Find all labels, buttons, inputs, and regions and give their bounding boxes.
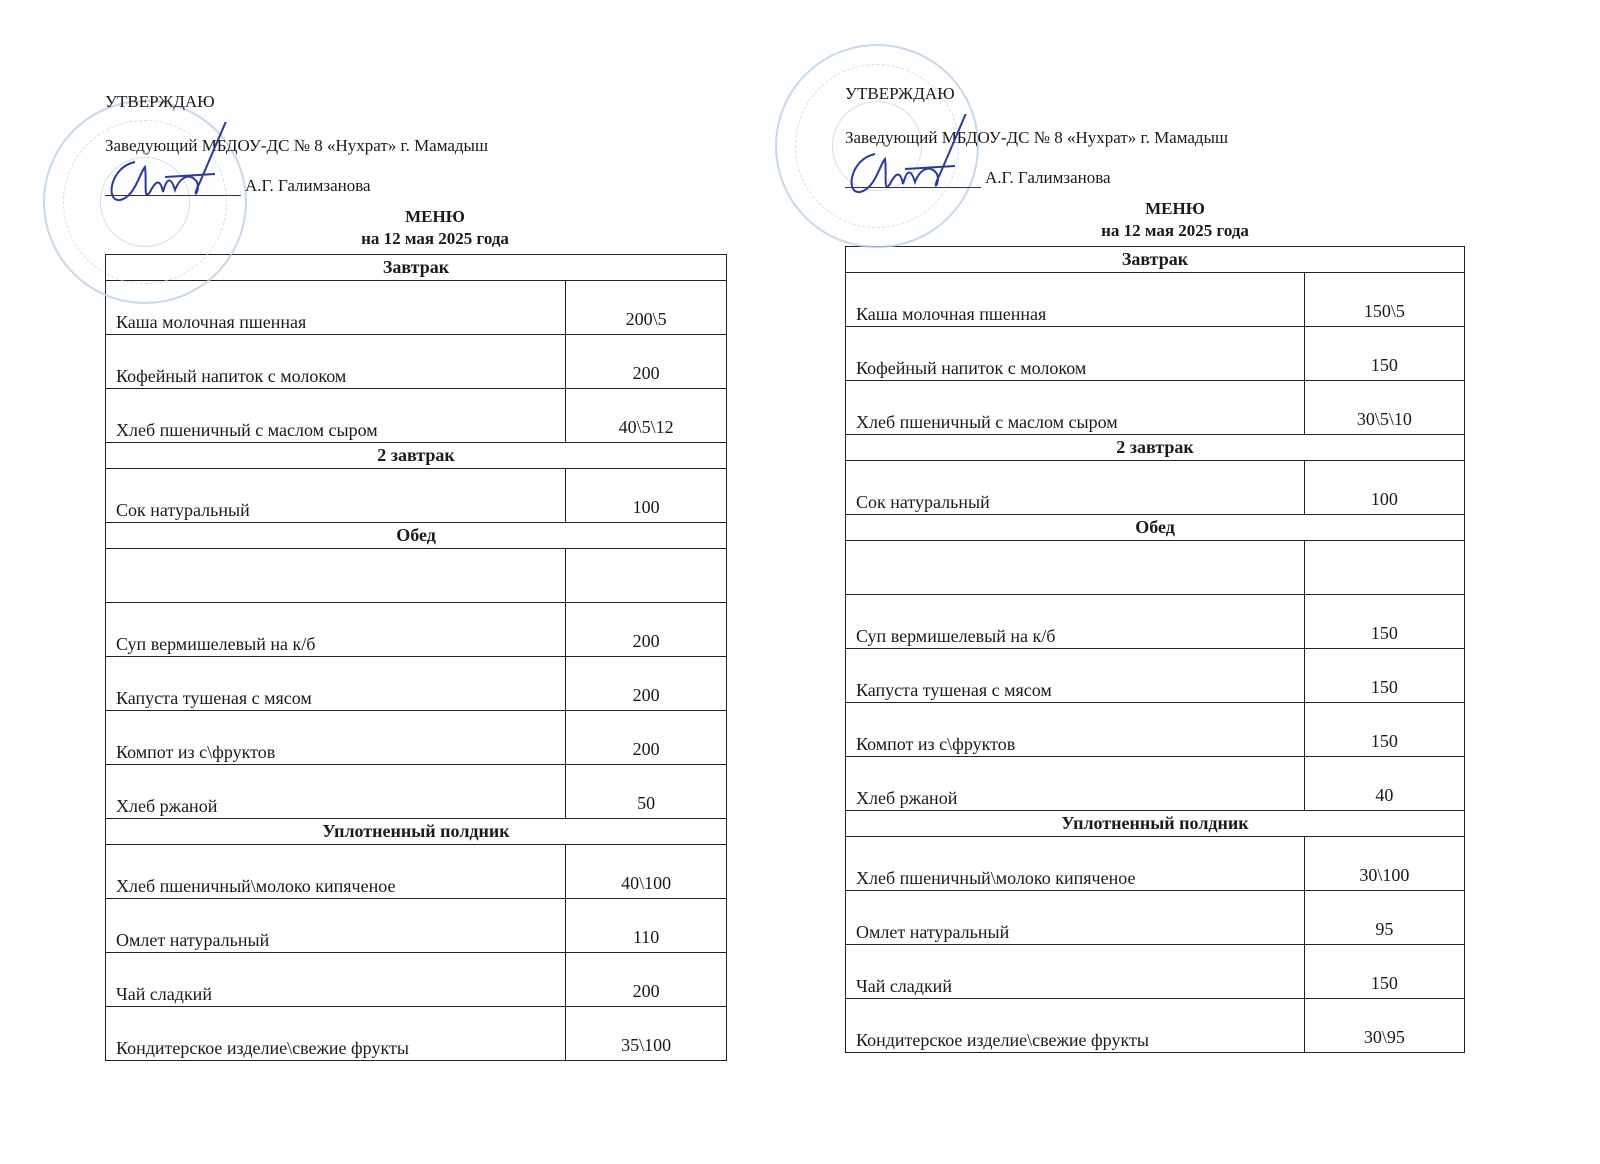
- dish-name: Омлет натуральный: [106, 899, 566, 953]
- menu-item-row: [106, 603, 727, 657]
- portion-size: 35\100: [566, 1007, 727, 1061]
- menu-item-row: [846, 757, 1465, 811]
- section-title: Уплотненный полдник: [846, 811, 1465, 837]
- dish-name: Чай сладкий: [846, 945, 1305, 999]
- portion-size: 200: [566, 953, 727, 1007]
- portion-size: 150: [1304, 649, 1464, 703]
- dish-name: Каша молочная пшенная: [106, 281, 566, 335]
- portion-size: 110: [566, 899, 727, 953]
- menu-item-row: [106, 389, 727, 443]
- menu-item-row: [106, 845, 727, 899]
- signature: [105, 122, 235, 217]
- dish-name: Компот из с\фруктов: [106, 711, 566, 765]
- menu-title: МЕНЮ: [405, 207, 465, 226]
- menu-document-left: [105, 92, 745, 1061]
- menu-item-row: [106, 657, 727, 711]
- portion-size: [566, 549, 727, 603]
- menu-date: на 12 мая 2025 года: [361, 229, 509, 248]
- menu-item-row: [846, 999, 1465, 1053]
- dish-name: Каша молочная пшенная: [846, 273, 1305, 327]
- portion-size: 30\5\10: [1304, 381, 1464, 435]
- menu-item-row: [106, 469, 727, 523]
- dish-name: Хлеб пшеничный с маслом сыром: [106, 389, 566, 443]
- dish-name: Чай сладкий: [106, 953, 566, 1007]
- menu-item-row: [106, 899, 727, 953]
- section-title: 2 завтрак: [846, 435, 1465, 461]
- signer-name: А.Г. Галимзанова: [985, 168, 1111, 187]
- portion-size: 100: [566, 469, 727, 523]
- dish-name: Хлеб пшеничный\молоко кипяченое: [106, 845, 566, 899]
- dish-name: Сок натуральный: [106, 469, 566, 523]
- section-header-row: [106, 819, 727, 845]
- menu-item-row: [846, 273, 1465, 327]
- portion-size: 150\5: [1304, 273, 1464, 327]
- menu-title: МЕНЮ: [1145, 199, 1205, 218]
- menu-item-row: [846, 327, 1465, 381]
- portion-size: 150: [1304, 945, 1464, 999]
- section-header-row: [106, 523, 727, 549]
- section-title: Обед: [846, 515, 1465, 541]
- approve-label: УТВЕРЖДАЮ: [105, 92, 215, 111]
- dish-name: [106, 549, 566, 603]
- portion-size: 200\5: [566, 281, 727, 335]
- portion-size: [1304, 541, 1464, 595]
- dish-name: Хлеб пшеничный\молоко кипяченое: [846, 837, 1305, 891]
- menu-item-row: [846, 461, 1465, 515]
- menu-table: [105, 254, 727, 1061]
- menu-item-row: [106, 711, 727, 765]
- menu-item-row: [106, 953, 727, 1007]
- menu-item-row: [846, 541, 1465, 595]
- portion-size: 200: [566, 711, 727, 765]
- portion-size: 40\100: [566, 845, 727, 899]
- portion-size: 200: [566, 603, 727, 657]
- portion-size: 95: [1304, 891, 1464, 945]
- approval-block: [845, 84, 1485, 188]
- menu-item-row: [106, 549, 727, 603]
- portion-size: 30\95: [1304, 999, 1464, 1053]
- dish-name: Сок натуральный: [846, 461, 1305, 515]
- dish-name: Суп вермишелевый на к/б: [846, 595, 1305, 649]
- dish-name: Кофейный напиток с молоком: [106, 335, 566, 389]
- dish-name: [846, 541, 1305, 595]
- dish-name: Кондитерское изделие\свежие фрукты: [106, 1007, 566, 1061]
- dish-name: Хлеб пшеничный с маслом сыром: [846, 381, 1305, 435]
- menu-item-row: [846, 703, 1465, 757]
- portion-size: 40\5\12: [566, 389, 727, 443]
- dish-name: Кофейный напиток с молоком: [846, 327, 1305, 381]
- menu-item-row: [846, 891, 1465, 945]
- section-title: Завтрак: [106, 255, 727, 281]
- portion-size: 150: [1304, 703, 1464, 757]
- approval-block: [105, 92, 745, 196]
- section-header-row: [846, 247, 1465, 273]
- menu-document-right: [845, 84, 1485, 1053]
- menu-item-row: [106, 1007, 727, 1061]
- dish-name: Капуста тушеная с мясом: [846, 649, 1305, 703]
- section-title: Уплотненный полдник: [106, 819, 727, 845]
- portion-size: 200: [566, 657, 727, 711]
- section-header-row: [846, 435, 1465, 461]
- portion-size: 30\100: [1304, 837, 1464, 891]
- position-text: Заведующий МБДОУ-ДС № 8 «Нухрат» г. Мамадыш: [105, 136, 489, 155]
- signer-name: А.Г. Галимзанова: [245, 176, 371, 195]
- section-header-row: [846, 811, 1465, 837]
- dish-name: Хлеб ржаной: [106, 765, 566, 819]
- section-header-row: [846, 515, 1465, 541]
- dish-name: Хлеб ржаной: [846, 757, 1305, 811]
- position-text: Заведующий МБДОУ-ДС № 8 «Нухрат» г. Мамадыш: [845, 128, 1229, 147]
- menu-item-row: [846, 945, 1465, 999]
- menu-item-row: [846, 595, 1465, 649]
- menu-item-row: [106, 335, 727, 389]
- section-title: Обед: [106, 523, 727, 549]
- menu-item-row: [106, 765, 727, 819]
- dish-name: Компот из с\фруктов: [846, 703, 1305, 757]
- portion-size: 50: [566, 765, 727, 819]
- portion-size: 100: [1304, 461, 1464, 515]
- section-header-row: [106, 443, 727, 469]
- menu-item-row: [846, 381, 1465, 435]
- approve-label: УТВЕРЖДАЮ: [845, 84, 955, 103]
- dish-name: Омлет натуральный: [846, 891, 1305, 945]
- menu-item-row: [846, 837, 1465, 891]
- dish-name: Капуста тушеная с мясом: [106, 657, 566, 711]
- menu-table: [845, 246, 1465, 1053]
- menu-item-row: [846, 649, 1465, 703]
- dish-name: Суп вермишелевый на к/б: [106, 603, 566, 657]
- portion-size: 150: [1304, 327, 1464, 381]
- dish-name: Кондитерское изделие\свежие фрукты: [846, 999, 1305, 1053]
- portion-size: 150: [1304, 595, 1464, 649]
- portion-size: 40: [1304, 757, 1464, 811]
- signature: [845, 114, 975, 209]
- menu-date: на 12 мая 2025 года: [1101, 221, 1249, 240]
- portion-size: 200: [566, 335, 727, 389]
- section-title: 2 завтрак: [106, 443, 727, 469]
- section-title: Завтрак: [846, 247, 1465, 273]
